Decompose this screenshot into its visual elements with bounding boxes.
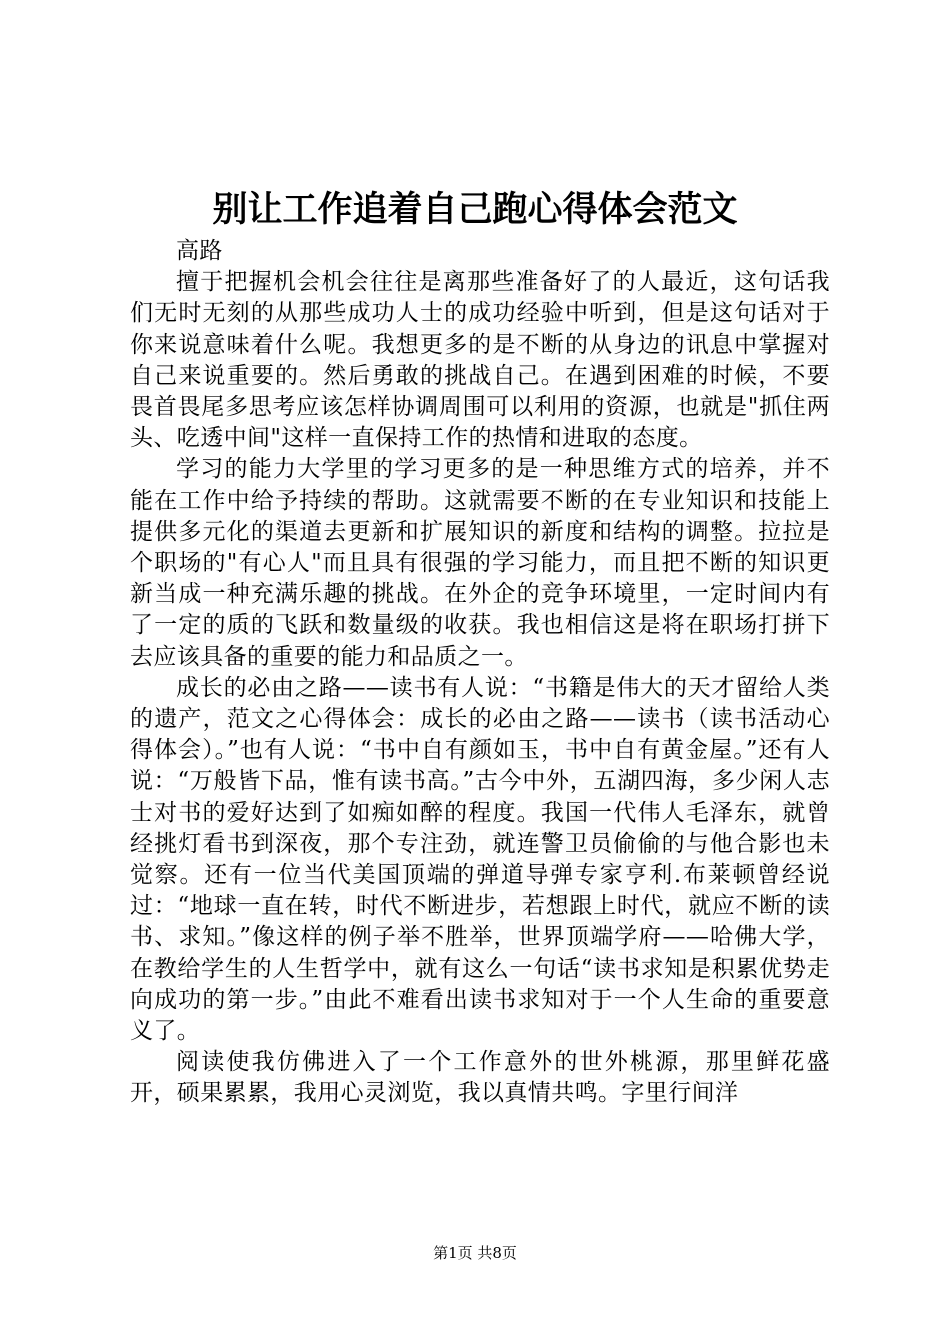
- paragraph: 成长的必由之路——读书有人说：“书籍是伟大的天才留给人类的遗产，范文之心得体会：成长的必由之路——读书（读书活动心得体会）。”也有人说：“书中自有颜如玉，书中自有黄金屋。”还有人说：“万般皆下品，惟有读书高。”古今中外，五湖四海，多少闲人志士对书的爱好达到了如痴如醉的程度。我国一代伟人毛泽东，就曾经挑灯看书到深夜，那个专注劲，就连警卫员偷偷的与他合影也未觉察。还有一位当代美国顶端的弹道导弹专家亨利.布莱顿曾经说过：“地球一直在转，时代不断进步，若想跟上时代，就应不断的读书、求知。”像这样的例子举不胜举，世界顶端学府——哈佛大学，在教给学生的人生哲学中，就有这么一句话“读书求知是积累优势走向成功的第一步。”由此不难看出读书求知对于一个人生命的重要意义了。: [130, 674, 830, 1045]
- page-number-footer: 第1页 共8页: [433, 1244, 517, 1262]
- document-title: 别让工作追着自己跑心得体会范文: [212, 189, 738, 230]
- paragraph: 擅于把握机会机会往往是离那些准备好了的人最近，这句话我们无时无刻的从那些成功人士的成功经验中听到，但是这句话对于你来说意味着什么呢。我想更多的是不断的从身边的讯息中掌握对自己来说重要的。然后勇敢的挑战自己。在遇到困难的时候，不要畏首畏尾多思考应该怎样协调周围可以利用的资源，也就是"抓住两头、吃透中间"这样一直保持工作的热情和进取的态度。: [130, 269, 830, 452]
- author-line: 高路: [176, 238, 223, 264]
- document-body: [130, 236, 830, 1110]
- paragraph: 阅读使我仿佛进入了一个工作意外的世外桃源，那里鲜花盛开，硕果累累，我用心灵浏览，我以真情共鸣。字里行间洋: [130, 1049, 830, 1107]
- paragraph: 学习的能力大学里的学习更多的是一种思维方式的培养，并不能在工作中给予持续的帮助。这就需要不断的在专业知识和技能上提供多元化的渠道去更新和扩展知识的新度和结构的调整。拉拉是个职场的"有心人"而且具有很强的学习能力，而且把不断的知识更新当成一种充满乐趣的挑战。在外企的竞争环境里，一定时间内有了一定的质的飞跃和数量级的收获。我也相信这是将在职场打拼下去应该具备的重要的能力和品质之一。: [130, 456, 830, 670]
